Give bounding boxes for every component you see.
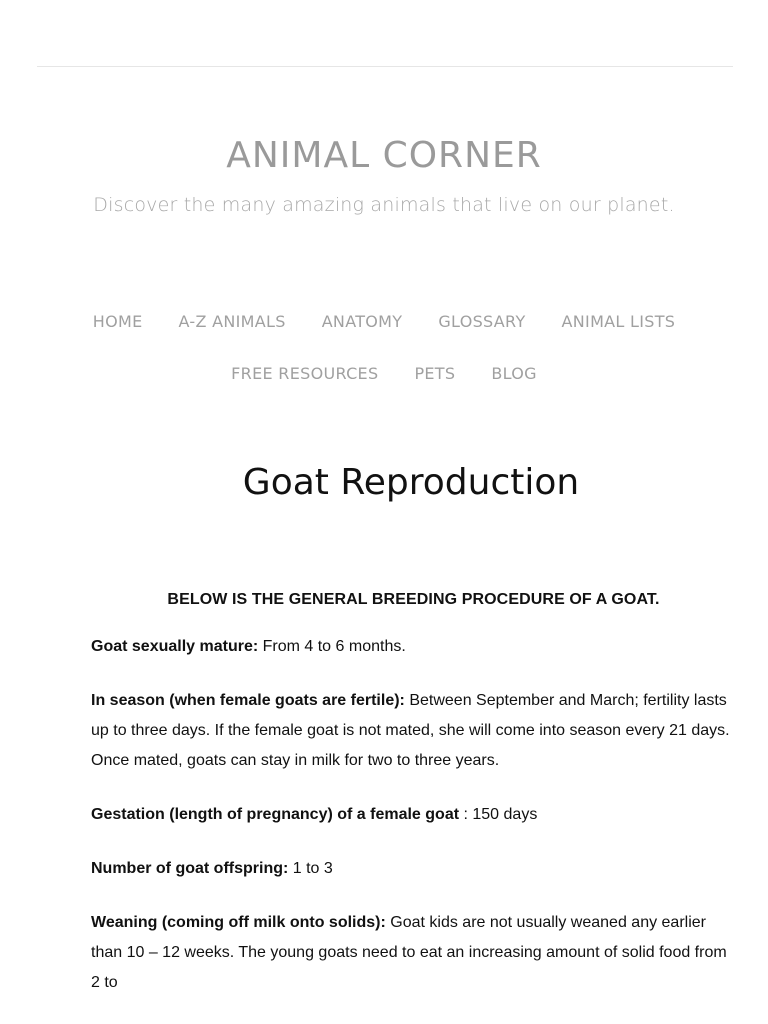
fact-label: In season (when female goats are fertile):	[91, 692, 405, 709]
fact-gestation	[91, 800, 736, 830]
fact-text: : 150 days	[459, 806, 538, 823]
nav-item-anatomy[interactable]: ANATOMY	[321, 311, 403, 331]
fact-text: From 4 to 6 months.	[258, 638, 406, 655]
fact-text: Between September and March; fertility lasts up to three days. If the female goat is not mated, she will come into season every 21 days. Once mated, goats can stay in milk for two to three years.	[91, 692, 730, 769]
fact-label: Weaning (coming off milk onto solids):	[91, 914, 386, 931]
fact-weaning	[91, 908, 736, 998]
header-divider	[37, 66, 733, 67]
fact-label: Gestation (length of pregnancy) of a female goat	[91, 806, 460, 823]
nav-item-a-z-animals[interactable]: A-Z ANIMALS	[178, 311, 286, 331]
page-title: Goat Reproduction	[242, 462, 580, 503]
article-content	[91, 588, 736, 1022]
nav-item-free-resources[interactable]: FREE RESOURCES	[231, 363, 379, 383]
site-header	[0, 130, 768, 216]
nav-item-home[interactable]: HOME	[92, 311, 143, 331]
site-title-link[interactable]: ANIMAL CORNER	[226, 135, 542, 176]
nav-row-secondary	[0, 357, 768, 389]
nav-item-glossary[interactable]: GLOSSARY	[438, 311, 526, 331]
main-navigation	[0, 305, 768, 389]
fact-offspring	[91, 854, 736, 884]
site-tagline: Discover the many amazing animals that live on our planet.	[93, 194, 675, 216]
fact-sexual-maturity	[91, 632, 736, 662]
fact-in-season	[91, 686, 736, 776]
nav-item-animal-lists[interactable]: ANIMAL LISTS	[561, 311, 676, 331]
nav-item-blog[interactable]: BLOG	[491, 363, 537, 383]
fact-label: Goat sexually mature:	[91, 638, 259, 655]
fact-text: Goat kids are not usually weaned any earlier than 10 – 12 weeks. The young goats need to eat an increasing amount of solid food from 2 to	[91, 914, 727, 991]
fact-text: 1 to 3	[288, 860, 333, 877]
fact-label: Number of goat offspring:	[91, 860, 289, 877]
nav-row-primary	[0, 305, 768, 337]
section-heading: BELOW IS THE GENERAL BREEDING PROCEDURE OF A GOAT.	[167, 591, 660, 608]
nav-item-pets[interactable]: PETS	[414, 363, 456, 383]
